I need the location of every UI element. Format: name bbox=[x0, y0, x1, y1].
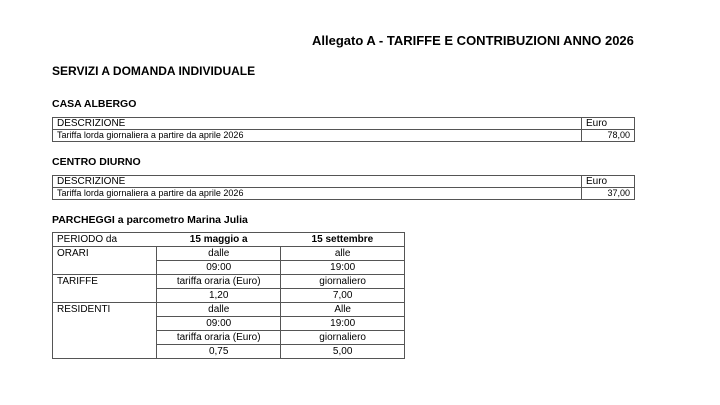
centro-row-value: 37,00 bbox=[582, 188, 635, 200]
centro-diurno-title: CENTRO DIURNO bbox=[52, 156, 141, 168]
casa-row-desc: Tariffa lorda giornaliera a partire da aprile 2026 bbox=[53, 130, 582, 142]
casa-albergo-table bbox=[52, 117, 635, 142]
orari-label: ORARI bbox=[53, 247, 157, 275]
casa-row-value: 78,00 bbox=[582, 130, 635, 142]
orari-value-from: 09:00 bbox=[157, 261, 281, 275]
tariffe-header-oraria: tariffa oraria (Euro) bbox=[157, 275, 281, 289]
periodo-from: 15 maggio a bbox=[157, 233, 281, 247]
orari-header-alle: alle bbox=[281, 247, 405, 261]
periodo-to: 15 settembre bbox=[281, 233, 405, 247]
parcheggi-title: PARCHEGGI a parcometro Marina Julia bbox=[52, 214, 248, 226]
residenti-header-alle: Alle bbox=[281, 303, 405, 317]
residenti-header-oraria: tariffa oraria (Euro) bbox=[157, 331, 281, 345]
orari-header-dalle: dalle bbox=[157, 247, 281, 261]
parcheggi-table bbox=[52, 232, 405, 359]
casa-col-euro: Euro bbox=[582, 118, 635, 130]
tariffe-value-oraria: 1,20 bbox=[157, 289, 281, 303]
document-title: Allegato A - TARIFFE E CONTRIBUZIONI ANNO 2026 bbox=[312, 33, 634, 48]
residenti-value-giornaliero: 5,00 bbox=[281, 345, 405, 359]
residenti-value-from: 09:00 bbox=[157, 317, 281, 331]
tariffe-value-giornaliero: 7,00 bbox=[281, 289, 405, 303]
casa-albergo-title: CASA ALBERGO bbox=[52, 98, 137, 110]
tariffe-label: TARIFFE bbox=[53, 275, 157, 303]
section-heading: SERVIZI A DOMANDA INDIVIDUALE bbox=[52, 64, 256, 78]
residenti-header-giornaliero: giornaliero bbox=[281, 331, 405, 345]
centro-row-desc: Tariffa lorda giornaliera a partire da aprile 2026 bbox=[53, 188, 582, 200]
centro-diurno-table bbox=[52, 175, 635, 200]
residenti-value-to: 19:00 bbox=[281, 317, 405, 331]
residenti-label: RESIDENTI bbox=[53, 303, 157, 359]
residenti-header-dalle: dalle bbox=[157, 303, 281, 317]
residenti-value-oraria: 0,75 bbox=[157, 345, 281, 359]
orari-value-to: 19:00 bbox=[281, 261, 405, 275]
tariffe-header-giornaliero: giornaliero bbox=[281, 275, 405, 289]
periodo-label: PERIODO da bbox=[53, 233, 157, 247]
casa-col-descrizione: DESCRIZIONE bbox=[53, 118, 582, 130]
centro-col-descrizione: DESCRIZIONE bbox=[53, 176, 582, 188]
centro-col-euro: Euro bbox=[582, 176, 635, 188]
